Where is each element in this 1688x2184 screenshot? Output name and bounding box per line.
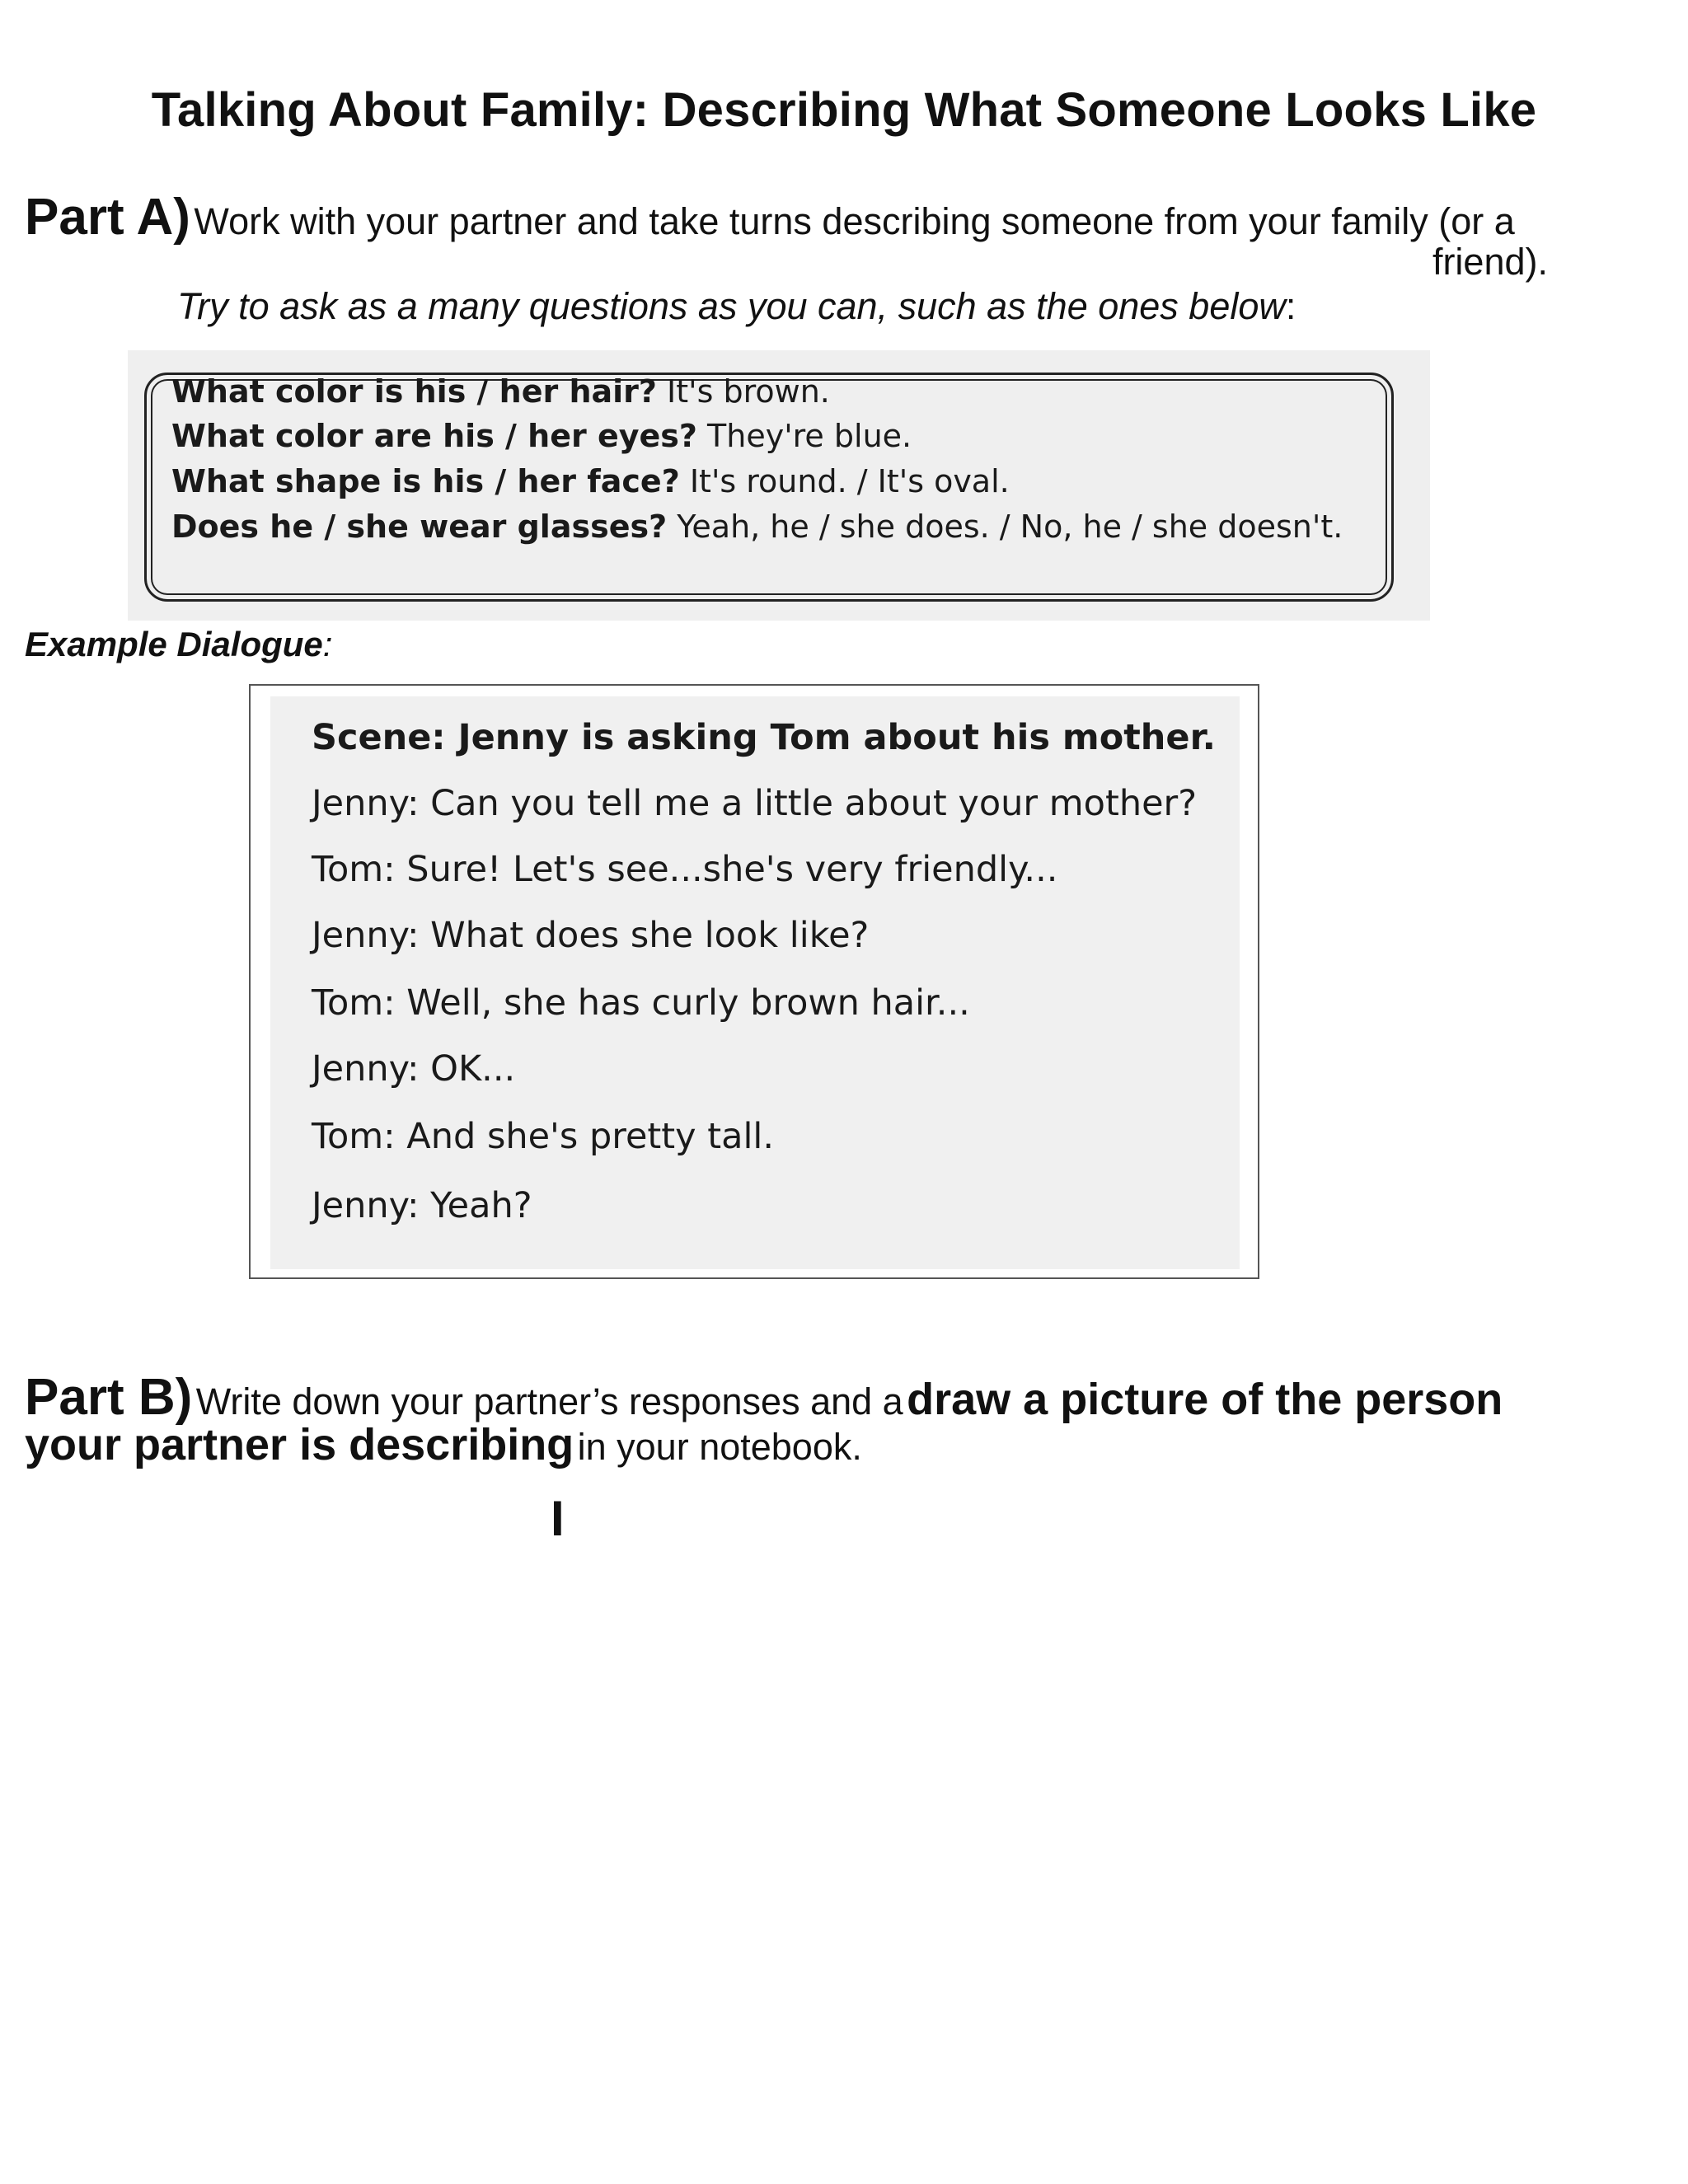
part-a-text-line2: friend). <box>1432 241 1548 283</box>
example-dialogue-label <box>25 625 332 664</box>
part-b-bold-text-cont: your partner is describing <box>25 1420 574 1469</box>
answer-text: Yeah, he / she does. / No, he / she doesn't. <box>677 509 1343 545</box>
question-text: What color is his / her hair? <box>171 373 657 410</box>
text-cursor: I <box>551 1491 565 1546</box>
question-text: What shape is his / her face? <box>171 463 680 499</box>
part-b-text: Write down your partner’s responses and a <box>195 1380 903 1422</box>
part-a-text-line1: Work with your partner and take turns describing someone from your family (or a <box>194 200 1515 242</box>
answer-text: They're blue. <box>707 418 912 454</box>
example-dialogue-colon: : <box>322 625 333 663</box>
part-a-instructions <box>25 188 1515 246</box>
part-b-text-cont: in your notebook. <box>577 1426 862 1468</box>
question-row <box>171 463 1010 499</box>
part-a-hint-colon: : <box>1285 285 1296 327</box>
page-title: Talking About Family: Describing What Someone Looks Like <box>151 83 1537 137</box>
dialogue-line: Tom: And she's pretty tall. <box>312 1116 775 1157</box>
dialogue-line: Tom: Well, she has curly brown hair... <box>312 982 970 1024</box>
part-a-hint <box>177 285 1296 328</box>
dialogue-scene: Scene: Jenny is asking Tom about his mother. <box>312 717 1216 758</box>
question-text: Does he / she wear glasses? <box>171 509 668 545</box>
dialogue-line: Tom: Sure! Let's see...she's very friendly... <box>312 849 1058 890</box>
part-a-hint-text: Try to ask as a many questions as you can, such as the ones below <box>177 285 1286 327</box>
dialogue-line: Jenny: Yeah? <box>312 1185 532 1226</box>
question-row <box>171 373 830 410</box>
answer-text: It's round. / It's oval. <box>689 463 1010 499</box>
question-row <box>171 509 1343 545</box>
part-b-instructions-cont <box>25 1419 862 1470</box>
question-text: What color are his / her eyes? <box>171 418 697 454</box>
part-a-heading: Part A) <box>25 189 190 246</box>
part-b-instructions <box>25 1368 1503 1427</box>
question-row <box>171 418 912 454</box>
part-b-bold-text: draw a picture of the person <box>907 1375 1503 1424</box>
dialogue-line: Jenny: What does she look like? <box>312 915 870 956</box>
part-b-heading: Part B) <box>25 1369 193 1426</box>
dialogue-line: Jenny: Can you tell me a little about your mother? <box>312 783 1198 824</box>
example-dialogue-title: Example Dialogue <box>25 625 323 663</box>
answer-text: It's brown. <box>667 373 830 410</box>
dialogue-line: Jenny: OK... <box>312 1048 516 1090</box>
